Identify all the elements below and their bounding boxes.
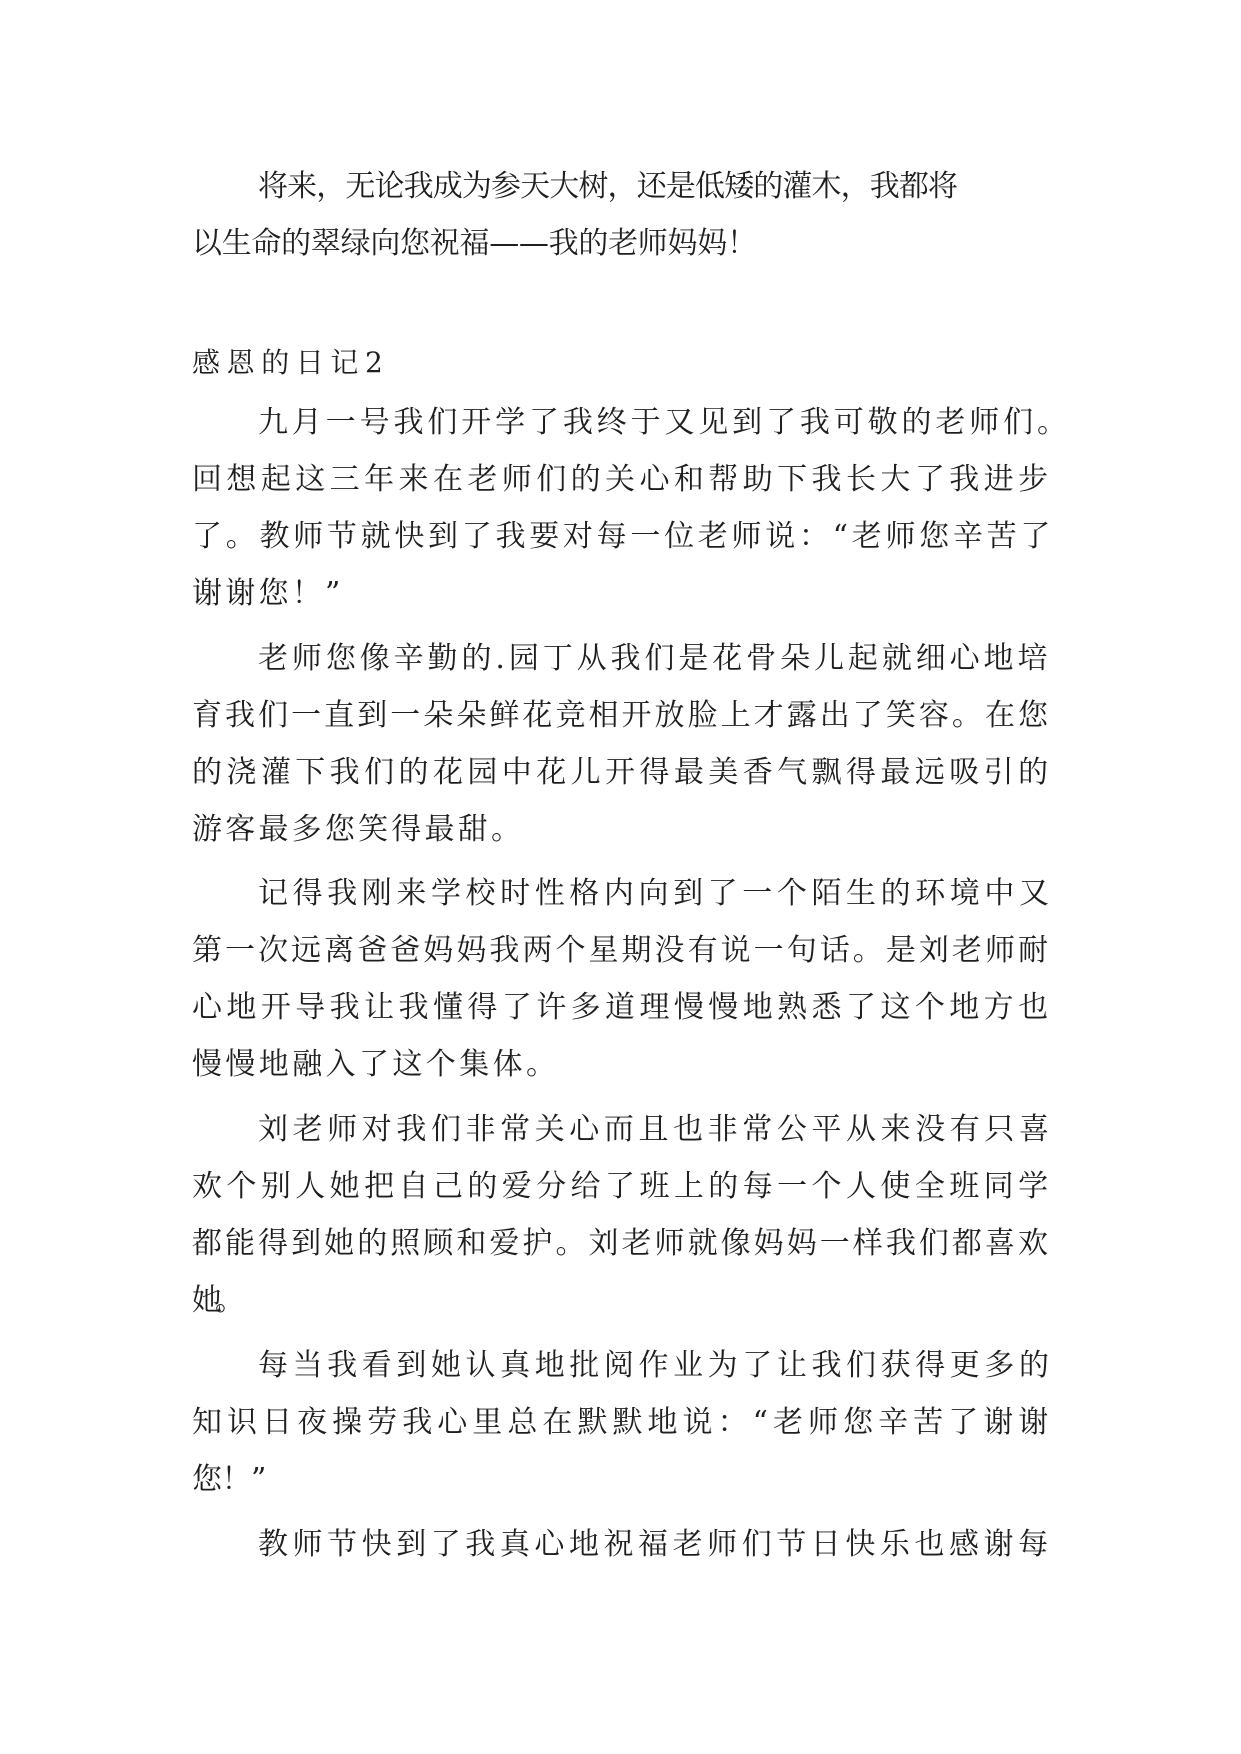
paragraph-3-line-1: 记得我刚来学校时性格内向到了一个陌生的环境中又 [258,876,1054,911]
intro-line-1: 将来，无论我成为参天大树，还是低矮的灌木，我都将 [258,169,958,204]
paragraph-4-line-1: 刘老师对我们非常关心而且也非常公平从来没有只喜 [258,1112,1054,1147]
paragraph-2-line-2: 育我们一直到一朵朵鲜花竞相开放脸上才露出了笑容。在您 [192,698,1052,733]
paragraph-3-line-3: 心地开导我让我懂得了许多道理慢慢地熟悉了这个地方也 [192,990,1053,1025]
paragraph-3-line-2: 第一次远离爸爸妈妈我两个星期没有说一句话。是刘老师耐 [192,933,1052,968]
paragraph-2-line-4: 游客最多您笑得最甜。 [192,812,525,847]
paragraph-1-line-3: 了。教师节就快到了我要对每一位老师说：“老师您辛苦了 [192,519,1055,554]
paragraph-1-line-4: 谢谢您！” [192,576,344,611]
paragraph-4-line-2: 欢个别人她把自己的爱分给了班上的每一个人使全班同学 [192,1169,1053,1204]
paragraph-5-line-3: 您！” [192,1462,266,1497]
paragraph-1-line-2: 回想起这三年来在老师们的关心和帮助下我长大了我进步 [192,462,1053,497]
paragraph-1-line-1: 九月一号我们开学了我终于又见到了我可敬的老师们。 [258,405,1071,440]
section-title: 感恩的日记2 [192,346,390,379]
intro-line-2: 以生命的翠绿向您祝福——我的老师妈妈！ [192,226,757,261]
paragraph-4-line-3: 都能得到她的照顾和爱护。刘老师就像妈妈一样我们都喜欢 [192,1226,1052,1261]
paragraph-6-line-1: 教师节快到了我真心地祝福老师们节日快乐也感谢每 [258,1527,1053,1562]
paragraph-5-line-2: 知识日夜操劳我心里总在默默地说：“老师您辛苦了谢谢 [192,1405,1054,1440]
paragraph-4-line-4: 她。 [192,1283,238,1318]
paragraph-3-line-4: 慢慢地融入了这个集体。 [192,1047,560,1082]
paragraph-2-line-1: 老师您像辛勤的.园丁从我们是花骨朵儿起就细心地培 [258,641,1052,676]
paragraph-2-line-3: 的浇灌下我们的花园中花儿开得最美香气飘得最远吸引的 [192,755,1053,790]
paragraph-5-line-1: 每当我看到她认真地批阅作业为了让我们获得更多的 [258,1348,1054,1383]
